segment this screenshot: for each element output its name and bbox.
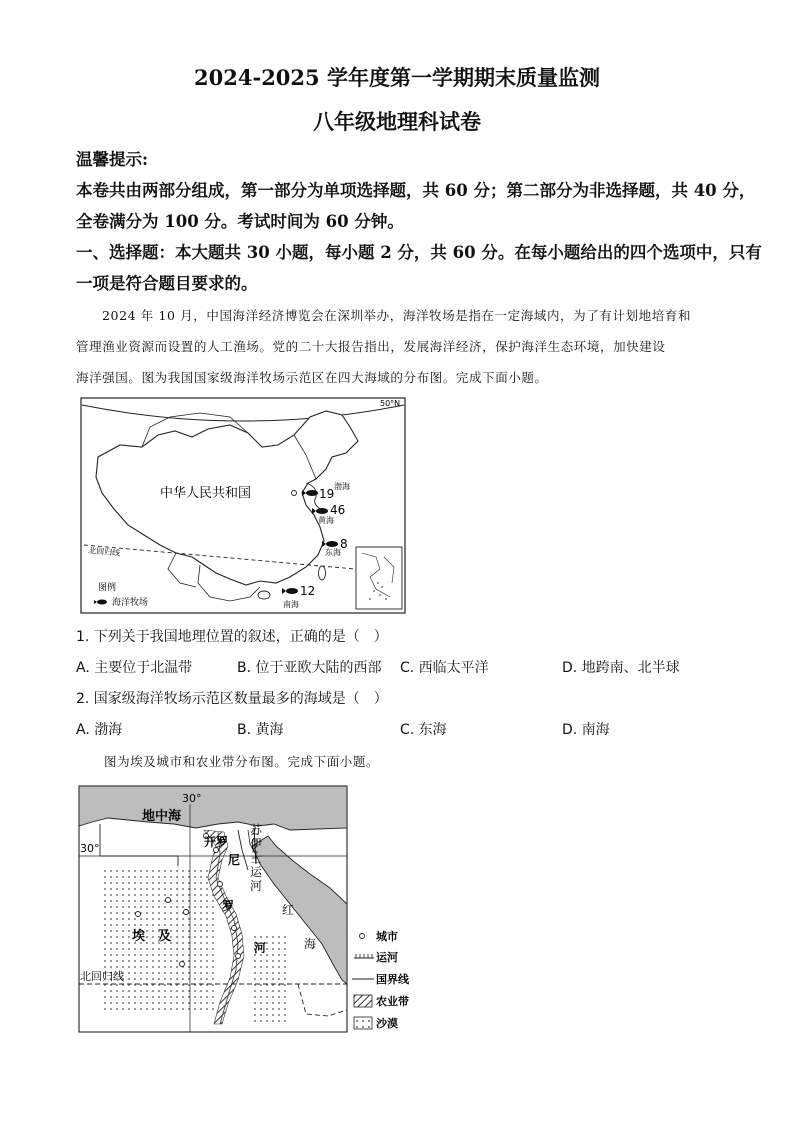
q1-option-c[interactable]: C. 西临太平洋 <box>400 660 489 676</box>
lat-30-label: 30° <box>80 842 100 855</box>
q1-option-a[interactable]: A. 主要位于北温带 <box>76 660 193 676</box>
mediterranean-label: 地中海 <box>142 809 182 824</box>
passage1-line-2: 管理渔业资源而设置的人工渔场。党的二十大报告指出，发展海洋经济，保护海洋生态环境，加快建设 <box>76 339 666 354</box>
page-title: 2024-2025 学年度第一学期期末质量监测 <box>194 65 600 90</box>
lon-30-label: 30° <box>182 792 202 805</box>
legend-agri: 农业带 <box>376 995 409 1008</box>
notice-line-2: 全卷满分为 100 分。考试时间为 60 分钟。 <box>76 212 404 231</box>
china-ocean-ranch-map <box>80 397 406 614</box>
egypt-label: 埃 及 <box>132 929 172 944</box>
nile-char-1: 尼 <box>228 853 241 867</box>
notice-line-1: 本卷共由两部分组成，第一部分为单项选择题，共 60 分；第二部分为非选择题，共 40 分， <box>76 181 756 200</box>
nile-char-3: 河 <box>254 941 267 955</box>
passage2-line-1: 图为埃及城市和农业带分布图。完成下面小题。 <box>104 754 380 769</box>
section-heading-1: 一、选择题：本大题共 30 小题，每小题 2 分，共 60 分。在每小题给出的四个选项中，只有 <box>76 243 762 262</box>
q2-option-c[interactable]: C. 东海 <box>400 722 447 738</box>
page-subtitle: 八年级地理科试卷 <box>313 109 481 134</box>
red-sea-char-1: 红 <box>282 903 295 917</box>
legend-city: 城市 <box>376 930 398 943</box>
q1-option-b[interactable]: B. 位于亚欧大陆的西部 <box>237 660 382 676</box>
bohai-count: 19 <box>319 487 335 501</box>
passage1-line-3: 海洋强国。图为我国国家级海洋牧场示范区在四大海域的分布图。完成下面小题。 <box>76 370 548 385</box>
legend-desert: 沙漠 <box>376 1017 398 1030</box>
passage1-line-1: 2024 年 10 月，中国海洋经济博览会在深圳举办，海洋牧场是指在一定海域内，为了有计划地培育和 <box>102 308 692 323</box>
huanghai-label: 黄海 <box>318 516 334 525</box>
lat-50n-label: 50°N <box>380 399 401 408</box>
q2-option-b[interactable]: B. 黄海 <box>237 722 284 738</box>
q2-option-a[interactable]: A. 渤海 <box>76 722 123 738</box>
suez-char-1: 苏 <box>250 823 263 837</box>
nanhai-label: 南海 <box>283 600 299 609</box>
question-2-stem: 2. 国家级海洋牧场示范区数量最多的海域是（ ） <box>76 691 388 707</box>
notice-label: 温馨提示: <box>76 150 149 169</box>
country-label: 中华人民共和国 <box>160 486 252 501</box>
bohai-label: 渤海 <box>334 482 350 491</box>
nile-char-2: 罗 <box>222 899 235 913</box>
egypt-agriculture-map <box>78 784 423 1036</box>
suez-char-4: 运 <box>250 865 263 879</box>
nanhai-count: 12 <box>300 584 316 598</box>
huanghai-count: 46 <box>330 503 346 517</box>
donghai-count: 8 <box>340 537 348 551</box>
legend-canal: 运河 <box>376 951 398 964</box>
q1-option-d[interactable]: D. 地跨南、北半球 <box>562 660 680 676</box>
cairo-label: 开罗 <box>204 835 229 849</box>
legend-title: 图例 <box>98 583 117 593</box>
egypt-tropic-label: 北回归线 <box>80 970 124 983</box>
suez-char-2: 伊 <box>250 837 263 851</box>
red-sea-char-2: 海 <box>304 937 317 951</box>
legend-border: 国界线 <box>376 973 409 986</box>
suez-char-5: 河 <box>250 879 263 893</box>
q2-option-d[interactable]: D. 南海 <box>562 722 610 738</box>
suez-char-3: 士 <box>250 851 263 865</box>
donghai-label: 东海 <box>325 548 341 557</box>
legend-item: 海洋牧场 <box>112 598 149 608</box>
question-1-stem: 1. 下列关于我国地理位置的叙述，正确的是（ ） <box>76 629 388 645</box>
section-heading-2: 一项是符合题目要求的。 <box>76 274 258 293</box>
tropic-label: 北回归线 <box>87 546 121 558</box>
